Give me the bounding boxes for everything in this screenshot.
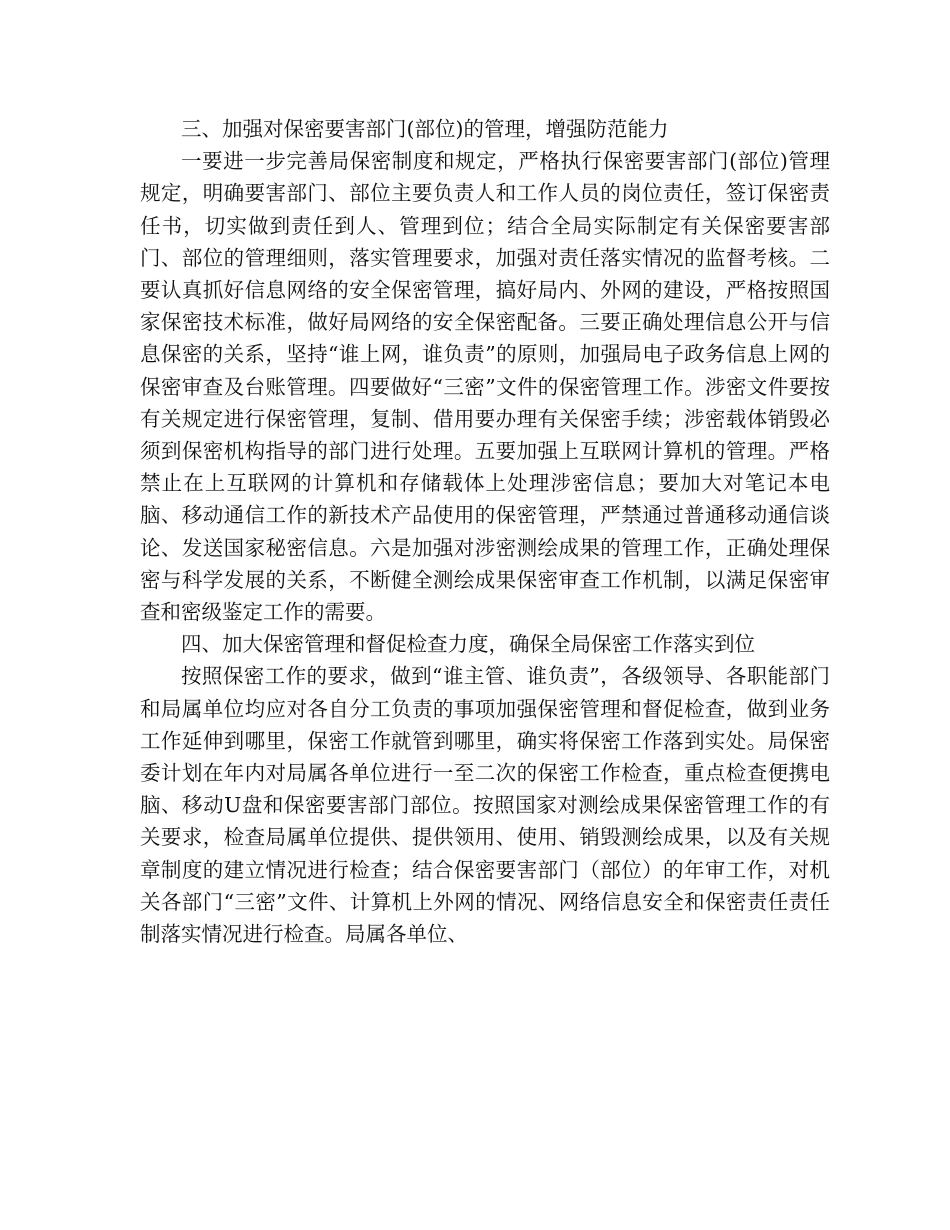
- section-4-heading: 四、加大保密管理和督促检查力度，确保全局保密工作落实到位: [181, 632, 755, 657]
- section-3-heading: 三、加强对保密要害部门(部位)的管理，增强防范能力: [181, 117, 669, 141]
- section-4-body: 按照保密工作的要求，做到“谁主管、谁负责”，各级领导、各职能部门和局属单位均应对各自分工负责的事项加强保密管理和督促检查，做到业务工作延伸到哪里，保密工作就管到哪里，确实将保密工作落到实处。局保密委计划在年内对局属各单位进行一至二次的保密工作检查，重点检查便携电脑、移动U盘和保密要害部门部位。按照国家对测绘成果保密管理工作的有关要求，检查局属单位提供、提供领用、使用、销毁测绘成果，以及有关规章制度的建立情况进行检查；结合保密要害部门（部位）的年审工作，对机关各部门“三密”文件、计算机上外网的情况、网络信息安全和保密责任责任制落实情况进行检查。局属各单位、: [140, 664, 830, 947]
- section-3-body: 一要进一步完善局保密制度和规定，严格执行保密要害部门(部位)管理规定，明确要害部门、部位主要负责人和工作人员的岗位责任，签订保密责任书，切实做到责任到人、管理到位；结合全局实际制定有关保密要害部门、部位的管理细则，落实管理要求，加强对责任落实情况的监督考核。二要认真抓好信息网络的安全保密管理，搞好局内、外网的建设，严格按照国家保密技术标准，做好局网络的安全保密配备。三要正确处理信息公开与信息保密的关系，坚持“谁上网，谁负责”的原则，加强局电子政务信息上网的保密审查及台账管理。四要做好“三密”文件的保密管理工作。涉密文件要按有关规定进行保密管理，复制、借用要办理有关保密手续；涉密载体销毁必须到保密机构指导的部门进行处理。五要加强上互联网计算机的管理。严格禁止在上互联网的计算机和存储载体上处理涉密信息；要加大对笔记本电脑、移动通信工作的新技术产品使用的保密管理，严禁通过普通移动通信谈论、发送国家秘密信息。六是加强对涉密测绘成果的管理工作，正确处理保密与科学发展的关系，不断健全测绘成果保密审查工作机制，以满足保密审查和密级鉴定工作的需要。: [140, 149, 830, 625]
- document-page: [140, 113, 830, 950]
